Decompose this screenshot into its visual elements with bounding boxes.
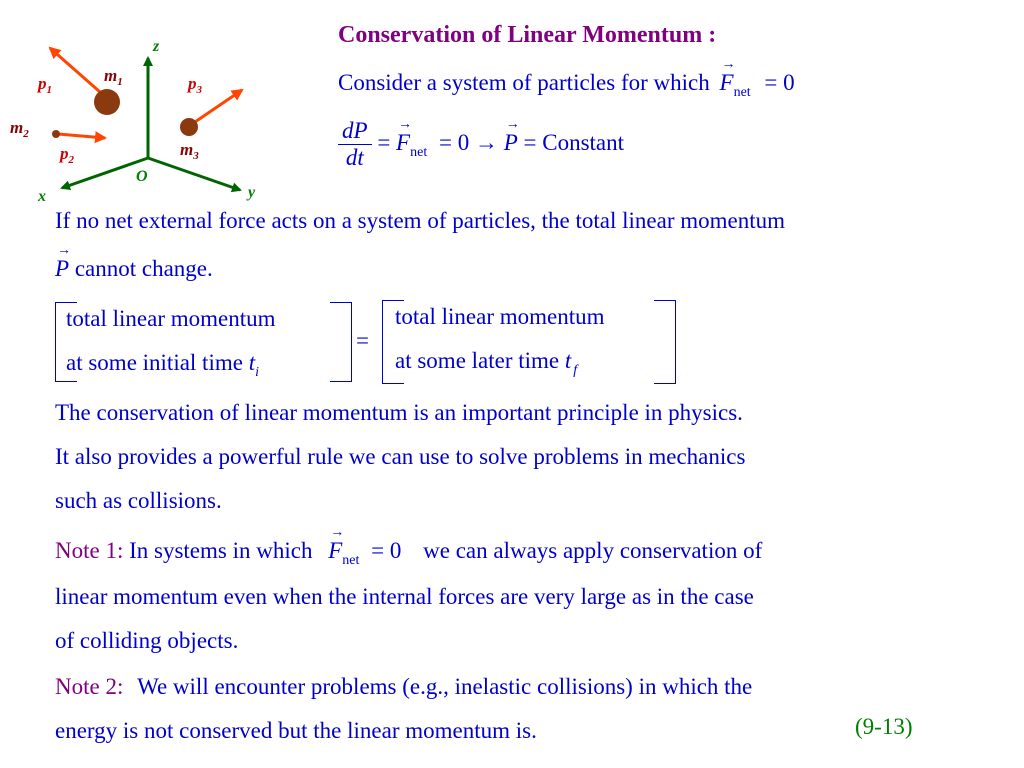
note1-line2: linear momentum even when the internal forces are very large as in the case [55, 584, 754, 609]
origin-label: O [136, 168, 148, 185]
initial-momentum-line2: at some initial time $t_i$ [66, 350, 259, 380]
note2-line1: Note 2: We will encounter problems (e.g., inelastic collisions) in which the [55, 674, 753, 699]
p1-label: $p_1$ [38, 74, 52, 96]
slide-number: (9-13) [855, 714, 913, 739]
slide-title: Conservation of Linear Momentum : [338, 22, 717, 48]
y-axis [148, 158, 240, 190]
left-bracket-close [330, 302, 352, 382]
final-momentum-line1: total linear momentum [395, 304, 605, 329]
note1-line3: of colliding objects. [55, 628, 239, 653]
p3-label: $p_3$ [188, 74, 202, 96]
bracket-equals: = [356, 328, 369, 353]
p1-arrow [50, 48, 100, 92]
p2-label: $p_2$ [60, 144, 74, 166]
right-bracket-close [654, 300, 676, 384]
para2-line1: The conservation of linear momentum is an important principle in physics. [55, 400, 743, 425]
momentum-equation: $\frac{dP}{dt}$ = → $F_{net} = 0$ → → P = Constant [338, 118, 624, 171]
final-momentum-line2: at some later time t $_f$ [395, 348, 578, 378]
initial-momentum-line1: total linear momentum [66, 306, 276, 331]
note2-line2: energy is not conserved but the linear momentum is. [55, 718, 537, 743]
mass-m1 [94, 89, 120, 115]
m3-label: $m_3$ [180, 140, 199, 162]
mass-m2 [52, 130, 60, 138]
mass-m3 [180, 118, 198, 136]
note1-line1: Note 1: In systems in which → $F_{net} = 0$ we can always apply conservation of [55, 538, 762, 569]
p2-arrow [58, 134, 105, 138]
m1-label: $m_1$ [104, 66, 123, 88]
m2-label: $m_2$ [10, 118, 29, 140]
x-axis-label: x [38, 188, 46, 205]
para2-line3: such as collisions. [55, 488, 222, 513]
para1-line1: If no net external force acts on a system of particles, the total linear momentum [55, 208, 785, 233]
z-axis-label: z [153, 38, 160, 55]
intro-line: Consider a system of particles for which → $F_{net} = 0$ [338, 70, 795, 101]
para2-line2: It also provides a powerful rule we can use to solve problems in mechanics [55, 444, 746, 469]
y-axis-label: y [248, 184, 256, 201]
para1-line2: → P cannot change. [55, 256, 213, 282]
